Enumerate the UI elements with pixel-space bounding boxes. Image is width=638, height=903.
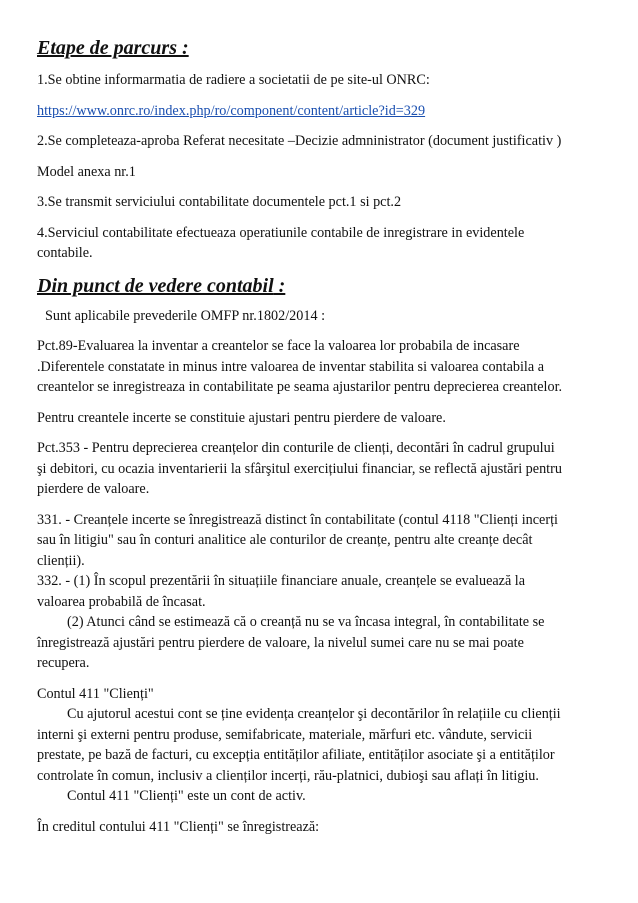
pct353-line-2: şi debitori, cu ocazia inventarierii la sfârşitul exercițiului financiar, se reflectă ajustări pentru	[37, 460, 562, 477]
pct353-line-3: pierdere de valoare.	[37, 481, 150, 497]
creante-incerte-text: Pentru creantele incerte se constituie ajustari pentru pierdere de valoare.	[37, 409, 446, 426]
step-4-line-1: 4.Serviciul contabilitate efectueaza operatiunile contabile de inregistrare in evidentele	[37, 224, 525, 241]
credit-contul-411: În creditul contului 411 "Clienți" se înregistrează:	[37, 818, 320, 835]
contul-411-line-4: controlate în comun, inclusiv a clienților incerți, rău-platnici, dubioşi sau aflați în litigiu.	[37, 767, 539, 784]
p332-line-1: 332. - (1) În scopul prezentării în situațiile financiare anuale, creanțele se evaluează la	[37, 573, 526, 589]
contul-411-title: Contul 411 "Clienți"	[37, 685, 154, 702]
section-title-contabil-text: Din punct de vedere contabil	[37, 274, 274, 297]
intro-omfp: Sunt aplicabile prevederile OMFP nr.1802/2014 :	[45, 307, 326, 324]
p332-2-line-2: înregistrează ajustări pentru pierdere de valoare, la nivelul sumei care nu se mai poate	[37, 634, 524, 651]
p332-2-line-3: recupera.	[37, 655, 90, 671]
section-title-contabil	[37, 274, 598, 298]
p331-line-2: sau în litigiu" sau în conturi analitice ale conturilor de creanțe, pentru alte creanțe decât	[37, 532, 533, 548]
pct89-line-2: .Diferentele constatate in minus intre valoarea de inventar stabilita si valoarea contabila a	[37, 358, 544, 375]
pct353-line-1: Pct.353 - Pentru deprecierea creanțelor din conturile de clienți, decontări în cadrul grupului	[37, 440, 555, 456]
step-4-line-2: contabile.	[37, 245, 93, 261]
pct89-line-3: creantelor se inregistreaza in contabilitate pe seama ajustarilor pentru deprecierea creantelor.	[37, 379, 563, 395]
section-title-etape: Etape de parcurs :	[37, 37, 189, 59]
step-3-text: 3.Se transmit serviciului contabilitate documentele pct.1 si pct.2	[37, 194, 402, 210]
section-title-contabil-suffix: :	[273, 274, 286, 297]
contul-411-line-2: interni şi externi pentru produse, semifabricate, materiale, mărfuri etc. vândute, servicii	[37, 726, 533, 743]
step-1-text: 1.Se obtine informarmatia de radiere a societatii de pe site-ul ONRC:	[37, 72, 430, 88]
p331-line-1: 331. - Creanțele incerte se înregistrează distinct în contabilitate (contul 4118 "Clienți incerți	[37, 511, 558, 528]
onrc-link[interactable]: https://www.onrc.ro/index.php/ro/component/content/article?id=329	[37, 102, 426, 119]
contul-411-line-3: prestate, pe bază de facturi, cu excepția entităților afiliate, entităților asociate şi a entităților	[37, 747, 555, 763]
contul-411-activ: Contul 411 "Clienți" este un cont de activ.	[67, 788, 306, 804]
p332-2-line-1: (2) Atunci când se estimează că o creanță nu se va încasa integral, în contabilitate se	[67, 614, 545, 630]
pct89-line-1: Pct.89-Evaluarea la inventar a creantelor se face la valoarea lor probabila de incasare	[37, 338, 520, 354]
step-2-text: 2.Se completeaza-aproba Referat necesitate –Decizie admninistrator (document justificativ )	[37, 133, 562, 149]
model-anexa-text: Model anexa nr.1	[37, 163, 136, 180]
p332-line-2: valoarea probabilă de încasat.	[37, 593, 206, 610]
contul-411-line-1: Cu ajutorul acestui cont se ține evidența creanțelor şi decontărilor în relațiile cu clienții	[67, 706, 561, 722]
p331-line-3: clienții).	[37, 552, 85, 569]
